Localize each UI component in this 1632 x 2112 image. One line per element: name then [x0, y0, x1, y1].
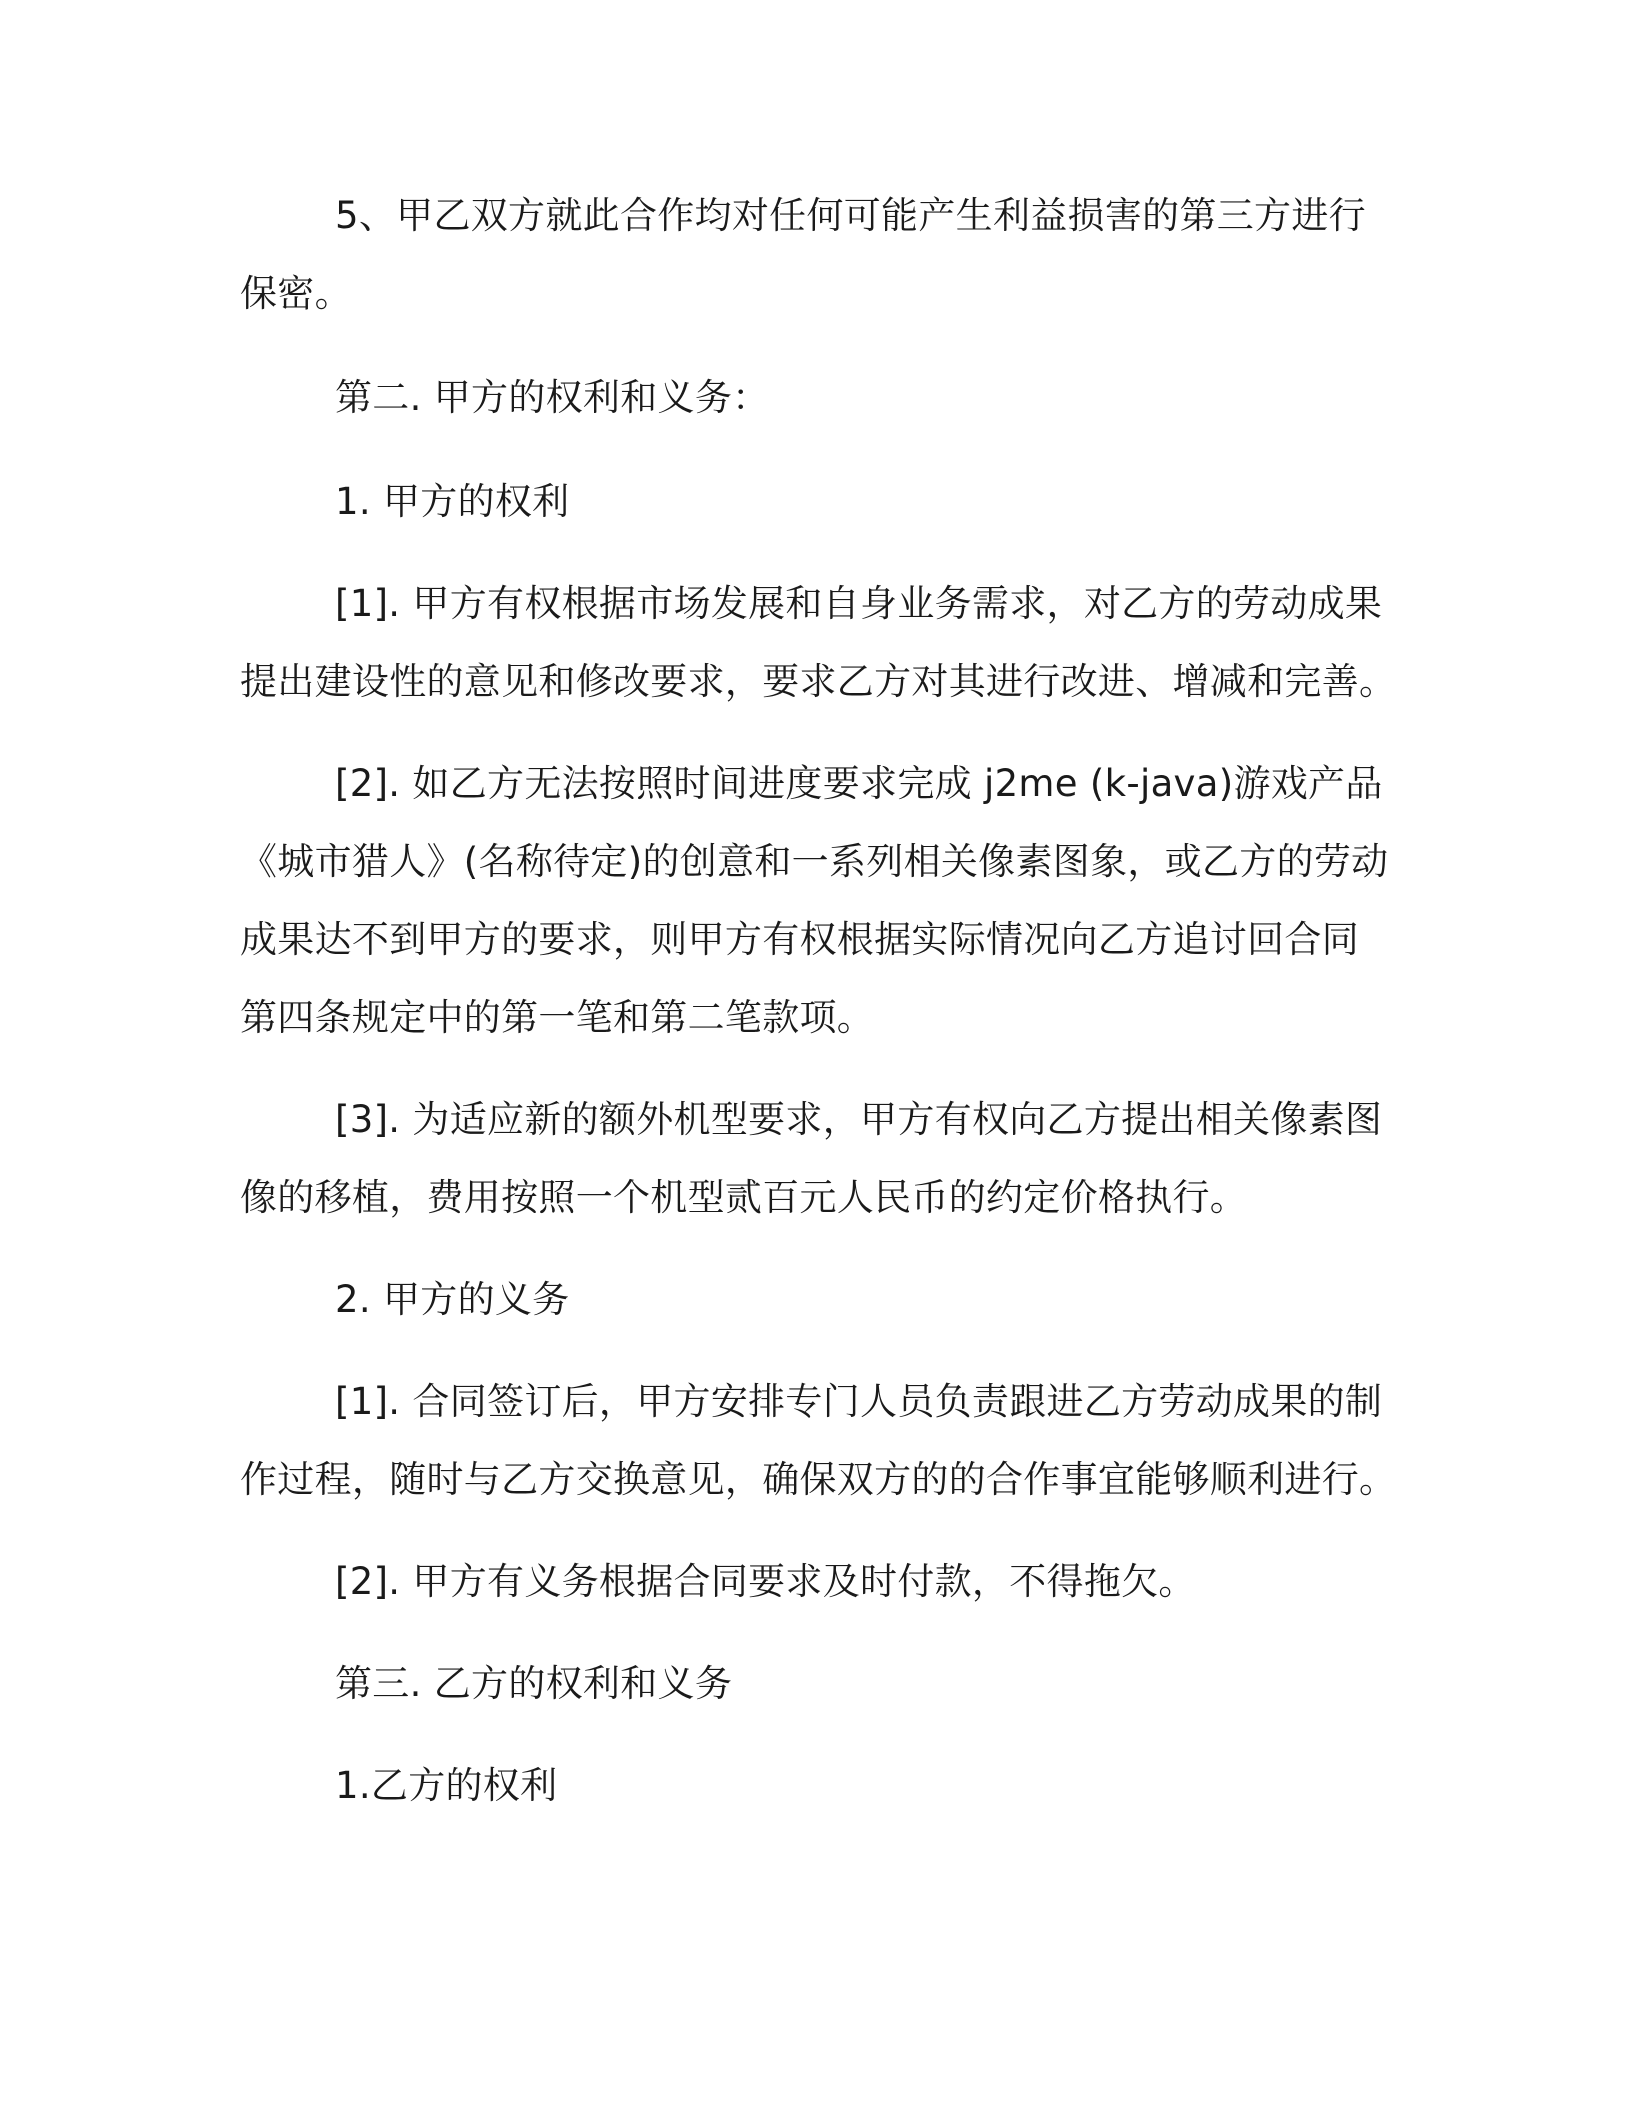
rights-item-2-line-1: [2]. 如乙方无法按照时间进度要求完成 j2me (k-java)游戏产品: [335, 762, 1383, 805]
rights-item-1-line-1: [1]. 甲方有权根据市场发展和自身业务需求，对乙方的劳动成果: [335, 582, 1383, 625]
rights-item-3-line-2: 像的移植，费用按照一个机型贰百元人民币的约定价格执行。: [240, 1176, 1248, 1219]
obligations-item-1-line-1: [1]. 合同签订后，甲方安排专门人员负责跟进乙方劳动成果的制: [335, 1380, 1383, 1423]
section-3-heading: 第三. 乙方的权利和义务: [335, 1662, 733, 1705]
obligations-item-1-line-2: 作过程，随时与乙方交换意见，确保双方的的合作事宜能够顺利进行。: [240, 1458, 1397, 1501]
obligations-item-2: [2]. 甲方有义务根据合同要求及时付款，不得拖欠。: [335, 1560, 1196, 1603]
party-a-rights-heading: 1. 甲方的权利: [335, 480, 570, 523]
rights-item-2-line-3: 成果达不到甲方的要求，则甲方有权根据实际情况向乙方追讨回合同: [240, 918, 1359, 961]
rights-item-1-line-2: 提出建设性的意见和修改要求，要求乙方对其进行改进、增减和完善。: [240, 660, 1397, 703]
party-b-rights-heading: 1.乙方的权利: [335, 1764, 558, 1807]
rights-item-3-line-1: [3]. 为适应新的额外机型要求，甲方有权向乙方提出相关像素图: [335, 1098, 1383, 1141]
rights-item-2-line-2: 《城市猎人》(名称待定)的创意和一系列相关像素图象，或乙方的劳动: [240, 840, 1389, 883]
clause-5-line-2: 保密。: [240, 272, 352, 315]
clause-5-line-1: 5、甲乙双方就此合作均对任何可能产生利益损害的第三方进行: [335, 194, 1366, 237]
rights-item-2-line-4: 第四条规定中的第一笔和第二笔款项。: [240, 996, 875, 1039]
party-a-obligations-heading: 2. 甲方的义务: [335, 1278, 570, 1321]
section-2-heading: 第二. 甲方的权利和义务：: [335, 376, 770, 419]
